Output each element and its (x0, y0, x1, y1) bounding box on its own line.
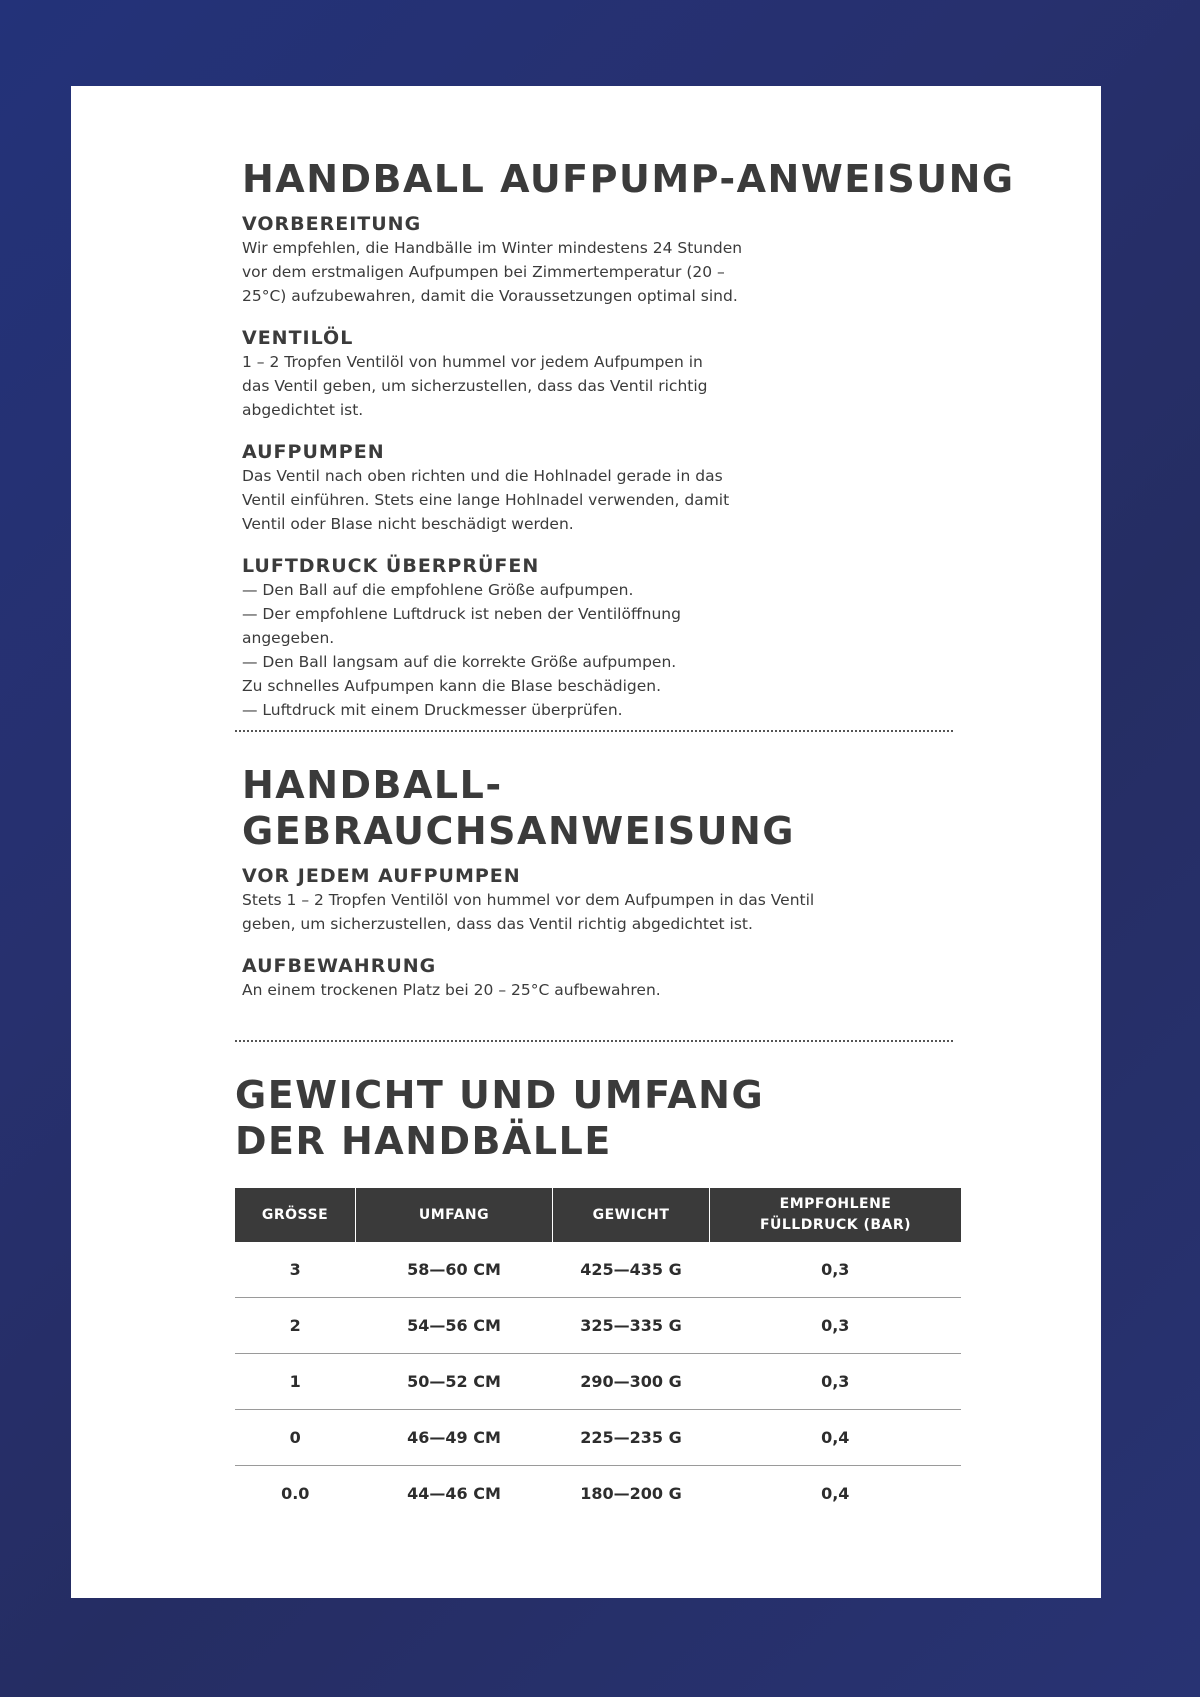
weight-cell: 325—335 G (553, 1298, 710, 1354)
section-heading: VORBEREITUNG (242, 213, 422, 235)
size-cell: 3 (235, 1242, 356, 1298)
document-content (235, 156, 1022, 1521)
weight-cell: 180—200 G (580, 1484, 682, 1503)
section-heading: AUFBEWAHRUNG (242, 955, 437, 977)
inflation-title: HANDBALL AUFPUMP-ANWEISUNG (242, 157, 1015, 201)
table-row (235, 1354, 961, 1410)
pressure-cell: 0,4 (710, 1410, 962, 1466)
circumference-cell: 46—49 CM (356, 1410, 553, 1466)
section-vorbereitung (242, 212, 1022, 308)
section-aufbewahrung (242, 954, 1022, 1002)
section-text: — Den Ball auf die empfohlene Größe aufpumpen. — Der empfohlene Luftdruck ist neben der Ventilöffnung angegeben. — Den Ball langsam auf die korrekte Größe aufpumpen. Zu schnelles Aufpumpen kann die Blase beschädigen. — Luftdruck mit einem Druckmesser überprüfen. (242, 581, 681, 719)
pressure-cell: 0,3 (710, 1298, 962, 1354)
section-text: Wir empfehlen, die Handbälle im Winter mindestens 24 Stunden vor dem erstmaligen Aufpumpen bei Zimmertemperatur (20 – 25°C) aufzubewahren, damit die Voraussetzungen optimal sind. (242, 239, 743, 305)
section-heading: VOR JEDEM AUFPUMPEN (242, 865, 521, 887)
pressure-cell: 0,4 (821, 1484, 850, 1503)
pressure-cell: 0,3 (710, 1354, 962, 1410)
section-luftdruck (242, 554, 1022, 722)
section-heading: VENTILÖL (242, 327, 354, 349)
circumference-cell: 58—60 CM (356, 1242, 553, 1298)
pressure-cell: 0,3 (710, 1242, 962, 1298)
weight-cell: 425—435 G (553, 1242, 710, 1298)
size-cell: 2 (235, 1298, 356, 1354)
section-heading: AUFPUMPEN (242, 441, 385, 463)
section-text: 1 – 2 Tropfen Ventilöl von hummel vor jedem Aufpumpen in das Ventil geben, um sicherzustellen, dass das Ventil richtig abgedichtet ist. (242, 353, 708, 419)
weight-cell: 290—300 G (553, 1354, 710, 1410)
document-sheet (71, 86, 1101, 1598)
column-header-size: GRÖSSE (235, 1188, 356, 1242)
section-vor-jedem-aufpumpen (242, 864, 1022, 936)
column-header-pressure: EMPFOHLENE FÜLLDRUCK (BAR) (710, 1188, 962, 1242)
circumference-cell: 44—46 CM (407, 1484, 501, 1503)
section-text: Stets 1 – 2 Tropfen Ventilöl von hummel vor dem Aufpumpen in das Ventil geben, um sicherzustellen, dass das Ventil richtig abgedichtet ist. (242, 891, 815, 933)
section-ventiloel (242, 326, 1022, 422)
section-text: An einem trockenen Platz bei 20 – 25°C aufbewahren. (242, 981, 661, 999)
size-cell: 1 (235, 1354, 356, 1410)
column-header-circumference: UMFANG (356, 1188, 553, 1242)
size-cell: 0 (235, 1410, 356, 1466)
size-cell: 0.0 (281, 1484, 310, 1503)
table-row (235, 1242, 961, 1298)
table-row (235, 1298, 961, 1354)
weight-cell: 225—235 G (553, 1410, 710, 1466)
circumference-cell: 50—52 CM (356, 1354, 553, 1410)
table-row (235, 1410, 961, 1466)
table-header-row (235, 1188, 961, 1242)
section-text: Das Ventil nach oben richten und die Hohlnadel gerade in das Ventil einführen. Stets eine lange Hohlnadel verwenden, damit Ventil oder Blase nicht beschädigt werden. (242, 467, 730, 533)
column-header-weight: GEWICHT (553, 1188, 710, 1242)
table-row (235, 1466, 961, 1522)
section-heading: LUFTDRUCK ÜBERPRÜFEN (242, 555, 540, 577)
weights-title-line1: GEWICHT UND UMFANG (235, 1073, 765, 1117)
circumference-cell: 54—56 CM (356, 1298, 553, 1354)
weights-title-line2: DER HANDBÄLLE (235, 1119, 612, 1163)
usage-title: HANDBALL-GEBRAUCHSANWEISUNG (242, 763, 795, 853)
weights-table (235, 1188, 961, 1521)
section-aufpumpen (242, 440, 1022, 536)
